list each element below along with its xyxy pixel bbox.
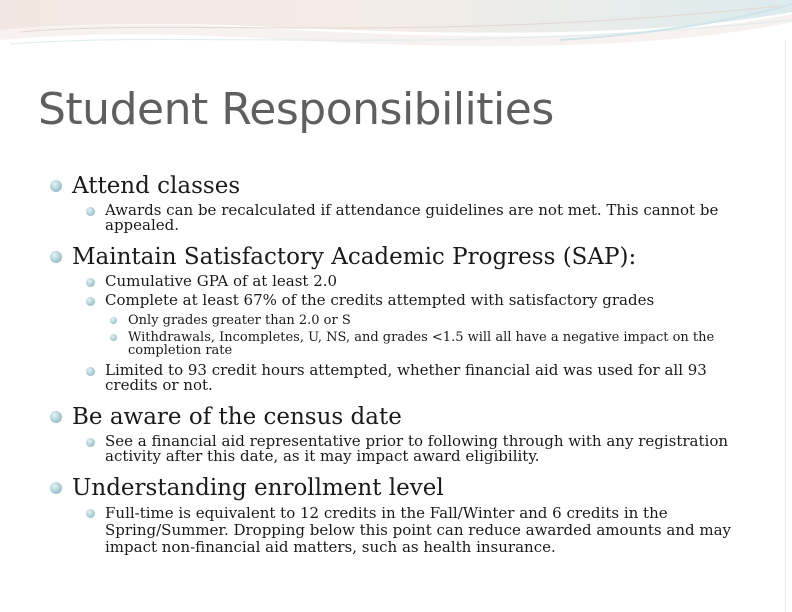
bullet-census-date bbox=[50, 403, 750, 431]
bullet-marker-icon bbox=[86, 207, 95, 216]
sub-bullet-census-advice bbox=[86, 434, 750, 464]
bullet-text: Full-time is equivalent to 12 credits in the Fall/Winter and 6 credits in the Spring/Summer. Dropping below this point can reduce awarded amounts and may impact non-financial aid matters, such as health insurance. bbox=[105, 504, 731, 556]
bullet-text: Cumulative GPA of at least 2.0 bbox=[105, 272, 338, 290]
bullet-list bbox=[50, 172, 750, 556]
sub-bullet-attendance-recalc bbox=[86, 203, 750, 233]
sub-bullet-credit-limit bbox=[86, 363, 750, 393]
bullet-text: Awards can be recalculated if attendance guidelines are not met. This cannot be appealed. bbox=[105, 201, 719, 234]
bullet-marker-icon bbox=[110, 334, 117, 341]
bullet-marker-icon bbox=[110, 317, 117, 324]
side-border-line bbox=[785, 40, 786, 612]
sub-bullet-completion-rate bbox=[86, 293, 750, 308]
header-swoosh-decoration bbox=[0, 0, 792, 90]
bullet-marker-icon bbox=[50, 482, 62, 494]
slide-title: Student Responsibilities bbox=[38, 84, 554, 135]
bullet-text: Understanding enrollment level bbox=[72, 475, 444, 501]
sub-bullet-gpa bbox=[86, 274, 750, 289]
bullet-marker-icon bbox=[50, 411, 62, 423]
bullet-marker-icon bbox=[86, 278, 95, 287]
bullet-text: Complete at least 67% of the credits attempted with satisfactory grades bbox=[105, 291, 655, 309]
sub-bullet-full-time bbox=[86, 505, 750, 556]
bullet-text: Withdrawals, Incompletes, U, NS, and grades <1.5 will all have a negative impact on the completion rate bbox=[128, 330, 715, 358]
bullet-marker-icon bbox=[86, 297, 95, 306]
bullet-marker-icon bbox=[86, 438, 95, 447]
bullet-marker-icon bbox=[86, 367, 95, 376]
bullet-enrollment-level bbox=[50, 474, 750, 502]
bullet-marker-icon bbox=[86, 509, 95, 518]
bullet-attend-classes bbox=[50, 172, 750, 200]
bullet-marker-icon bbox=[50, 251, 62, 263]
bullet-text: See a financial aid representative prior to following through with any registration activity after this date, as it may impact award eligibility. bbox=[105, 432, 729, 465]
sub-sub-bullet-grades bbox=[106, 314, 750, 327]
bullet-sap bbox=[50, 243, 750, 271]
bullet-text: Only grades greater than 2.0 or S bbox=[128, 313, 351, 328]
sub-sub-bullet-withdrawals bbox=[106, 331, 750, 357]
bullet-text: Limited to 93 credit hours attempted, whether financial aid was used for all 93 credits or not. bbox=[105, 361, 707, 394]
bullet-text: Attend classes bbox=[72, 173, 241, 199]
bullet-marker-icon bbox=[50, 180, 62, 192]
bullet-text: Be aware of the census date bbox=[72, 404, 402, 430]
bullet-text: Maintain Satisfactory Academic Progress (SAP): bbox=[72, 244, 637, 270]
